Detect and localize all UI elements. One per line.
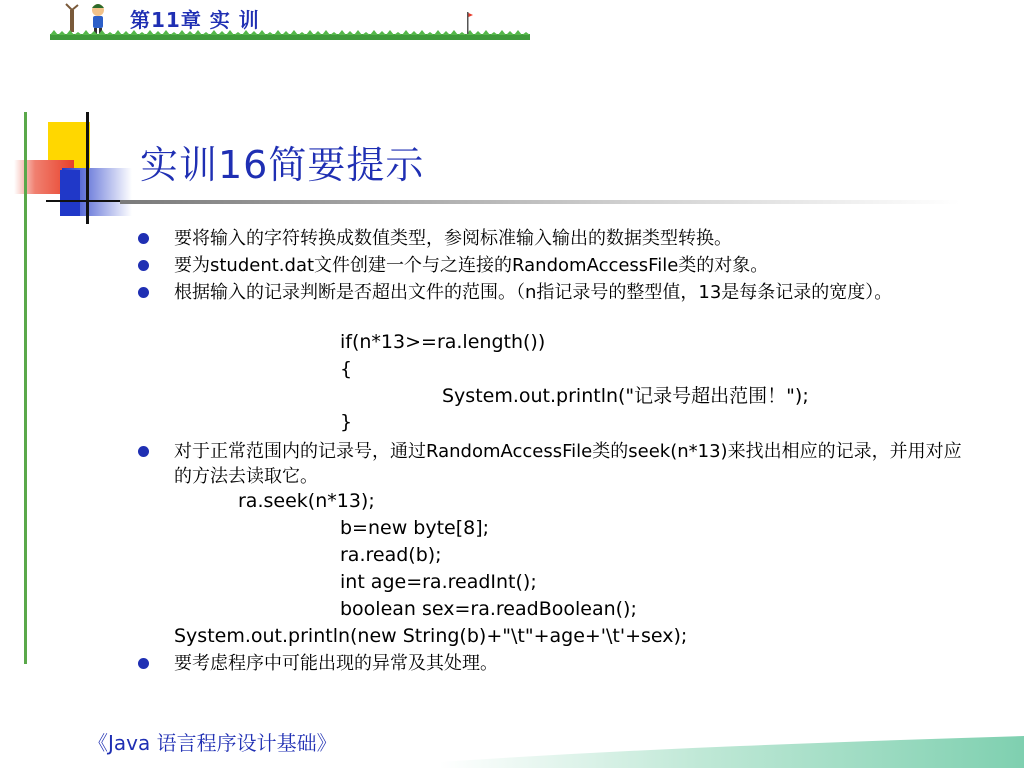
bullet-dot-icon [138,287,149,298]
bullet-text: 对于正常范围内的记录号，通过RandomAccessFile类的seek(n*13)来找出相应的记录，并用对应的方法去读取它。 [174,441,962,487]
code-line: if(n*13>=ra.length()) [340,331,546,353]
bullet-text: 要将输入的字符转换成数值类型，参阅标准输入输出的数据类型转换。 [174,228,732,249]
code-line: } [340,411,353,433]
slide-header [0,0,540,44]
code-line: b=new byte[8]; [340,517,490,539]
chapter-title: 第11章 实 训 [130,8,260,32]
corner-block-decoration [10,110,140,230]
bullet-dot-icon [138,658,149,669]
flag-icon [466,12,474,34]
left-vertical-rule [24,112,27,664]
bullet-dot-icon [138,446,149,457]
title-underline [120,200,960,204]
slide-title: 实训16简要提示 [140,143,425,187]
code-line: { [340,358,353,380]
code-line: ra.read(b); [340,544,442,566]
bullet-text: 要考虑程序中可能出现的异常及其处理。 [174,653,498,674]
footer-wave-decoration [440,732,1024,768]
code-line: System.out.println(new String(b)+"\t"+age+'\t'+sex); [174,625,688,647]
code-line: System.out.println("记录号超出范围！"); [442,385,809,407]
footer-book-title: 《Java 语言程序设计基础》 [88,731,337,755]
grass-strip-decoration [50,30,530,40]
code-line: int age=ra.readInt(); [340,571,537,593]
bullet-text: 要为student.dat文件创建一个与之连接的RandomAccessFile类的对象。 [174,255,769,276]
code-line: ra.seek(n*13); [238,490,375,512]
bullet-dot-icon [138,233,149,244]
bullet-text: 根据输入的记录判断是否超出文件的范围。（n指记录号的整型值，13是每条记录的宽度）。 [174,282,893,303]
bullet-dot-icon [138,260,149,271]
code-line: boolean sex=ra.readBoolean(); [340,598,637,620]
